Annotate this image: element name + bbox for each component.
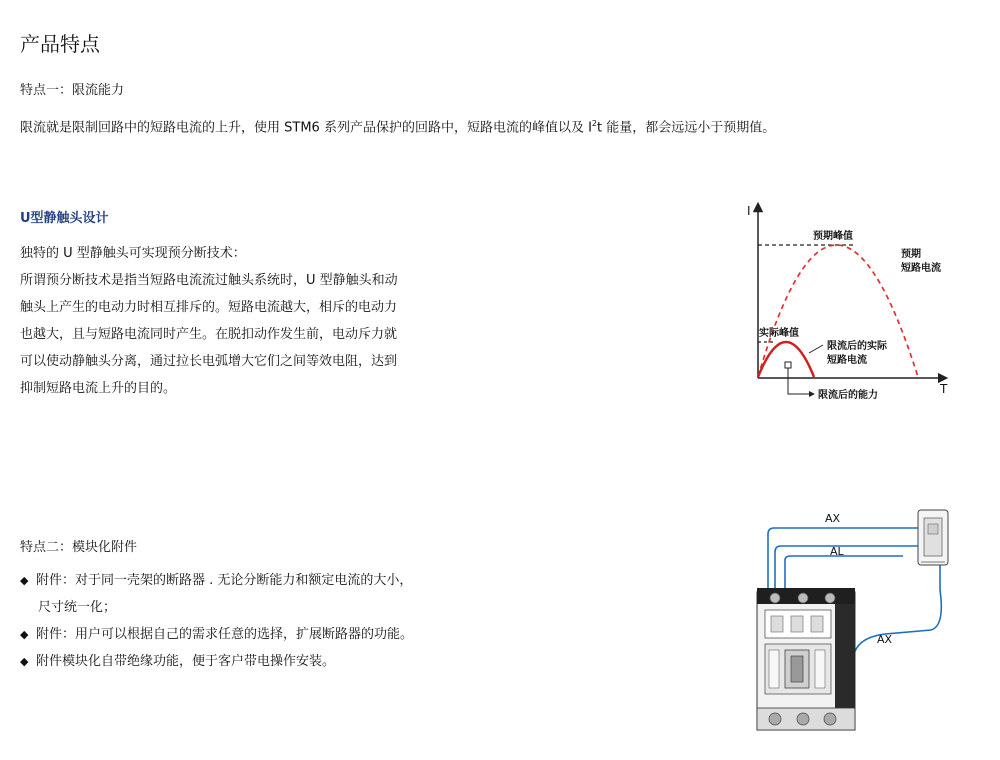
- limited-current-label-2: 短路电流: [827, 355, 867, 366]
- bullet-item: [20, 648, 580, 675]
- expected-current-label: 预期: [901, 249, 921, 260]
- u-design-line: 可以使动静触头分离，通过拉长电弧增大它们之间等效电阻，达到: [20, 354, 398, 369]
- feature2-heading: 特点二：模块化附件: [20, 540, 138, 555]
- diamond-bullet-icon: ◆: [20, 628, 29, 641]
- u-design-line: 抑制短路电流上升的目的。: [20, 381, 177, 396]
- energy-pointer: [788, 368, 809, 394]
- limited-current-label: 限流后的实际: [827, 341, 887, 352]
- accessory-diagram: [735, 500, 965, 740]
- energy-marker: [785, 362, 791, 368]
- u-design-text: [20, 240, 490, 402]
- bullet-continuation: 尺寸统一化；: [38, 600, 117, 615]
- limited-energy-label: 限流后的能力: [818, 390, 878, 401]
- bullet-item: [20, 567, 580, 594]
- x-axis-label: T: [940, 382, 948, 396]
- u-design-heading: U型静触头设计: [20, 211, 109, 226]
- energy-pointer-arrow: [809, 391, 815, 397]
- bullet-item: [20, 621, 580, 648]
- feature1-heading: 特点一：限流能力: [20, 83, 125, 98]
- bullet-text: 附件模块化自带绝缘功能，便于客户带电操作安装。: [36, 654, 336, 669]
- feature2-bullet-list: [20, 567, 580, 675]
- diamond-bullet-icon: ◆: [20, 655, 29, 668]
- u-design-line: 独特的 U 型静触头可实现预分断技术：: [20, 246, 246, 261]
- actual-peak-label: 实际峰值: [759, 328, 799, 339]
- circuit-breaker: [757, 588, 855, 730]
- y-axis-label: I: [747, 204, 751, 218]
- page-title: 产品特点: [20, 32, 100, 56]
- u-design-line: 也越大，且与短路电流同时产生。在脱扣动作发生前，电动斥力就: [20, 327, 398, 342]
- diamond-bullet-icon: ◆: [20, 574, 29, 587]
- al-label: AL: [830, 545, 844, 558]
- limited-current-pointer: [809, 345, 823, 353]
- ax-top-label: AX: [825, 512, 841, 525]
- u-design-line: 触头上产生的电动力时相互排斥的。短路电流越大，相斥的电动力: [20, 300, 398, 315]
- ax-bottom-label: AX: [877, 633, 893, 646]
- current-limiting-graph: [735, 195, 960, 405]
- expected-current-label-2: 短路电流: [901, 263, 941, 274]
- u-design-line: 所谓预分断技术是指当短路电流流过触头系统时，U 型静触头和动: [20, 273, 398, 288]
- expected-peak-label: 预期峰值: [813, 231, 853, 242]
- bullet-text: 附件：对于同一壳架的断路器 . 无论分断能力和额定电流的大小，: [36, 573, 413, 588]
- bullet-text: 附件：用户可以根据自己的需求任意的选择，扩展断路器的功能。: [36, 627, 414, 642]
- feature1-description: 限流就是限制回路中的短路电流的上升，使用 STM6 系列产品保护的回路中，短路电流的峰值以及 $I^2t$ 能量，都会远远小于预期值。: [20, 119, 776, 136]
- accessory-module: [918, 510, 948, 565]
